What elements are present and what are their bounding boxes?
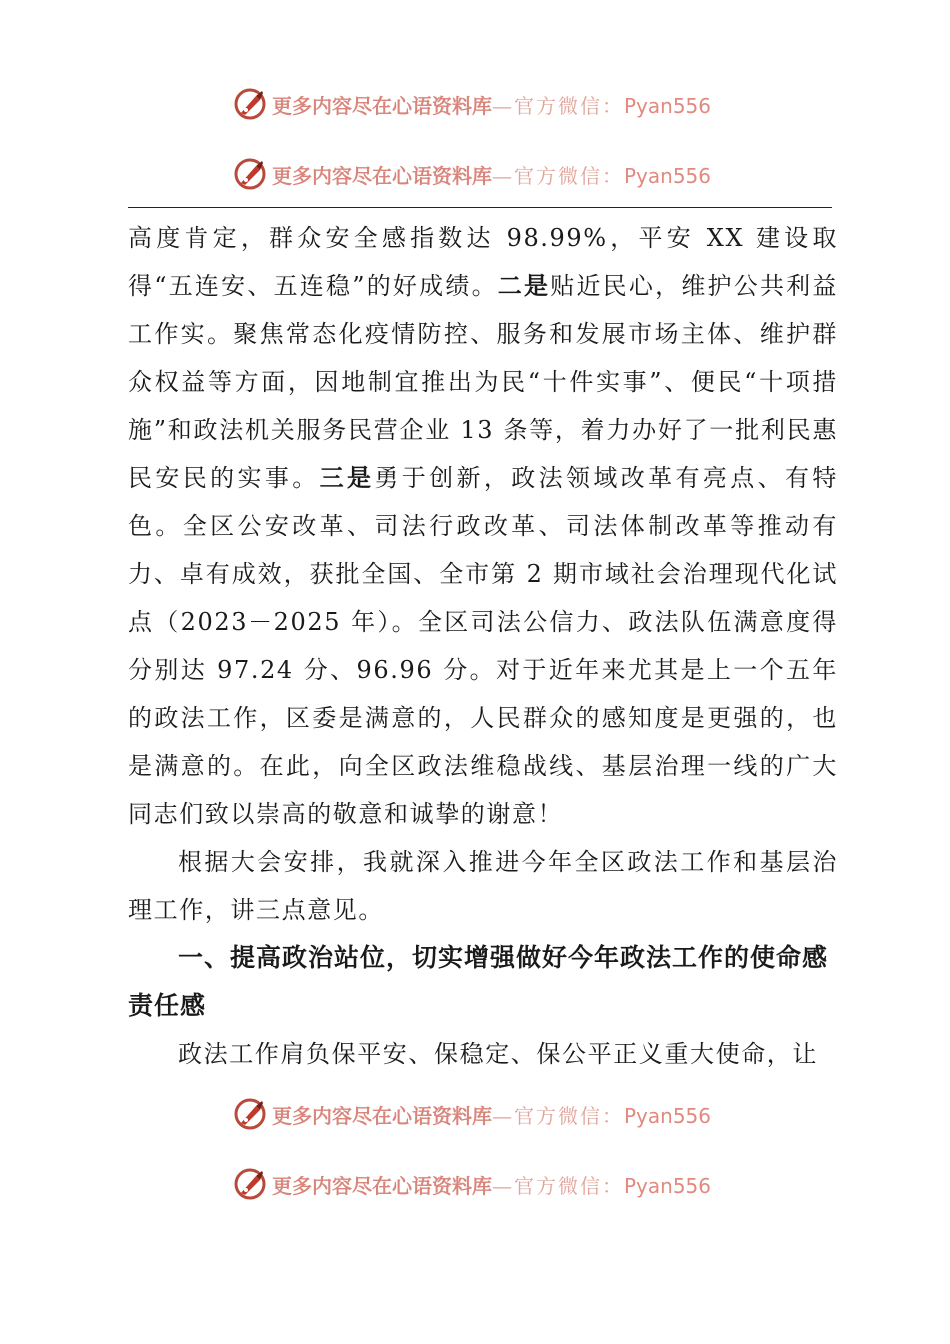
paragraph-3: 政法工作肩负保平安、保稳定、保公平正义重大使命，让 [178, 1040, 818, 1068]
watermark-bottom-1 [232, 1096, 752, 1132]
paragraph-1: 高度肯定，群众安全感指数达 98.99%，平安 XX 建设取得“五连安、五连稳”的好成绩。二是贴近民心，维护公共利益工作实。聚焦常态化疫情防控、服务和发展市场主体、维护群众权益等方面，因地制宜推出为民“十件实事”、便民“十项措施”和政法机关服务民营企业 13 条等，着力办好了一批利民惠民安民的实事。三是勇于创新，政法领域改革有亮点、有特色。全区公安改革、司法行政改革、司法体制改革等推动有力、卓有成效，获批全国、全市第 2 期市域社会治理现代化试点（2023－2025 年）。全区司法公信力、政法队伍满意度得分别达 97.24 分、96.96 分。对于近年来尤其是上一个五年的政法工作，区委是满意的，人民群众的感知度是更强的，也是满意的。在此，向全区政法维稳战线、基层治理一线的广大同志们致以崇高的敬意和诚挚的谢意！ [128, 224, 839, 828]
watermark-bottom-2 [232, 1166, 752, 1202]
watermark-text: 更多内容尽在心语资料库—官方微信：Pyan556 [272, 1103, 712, 1128]
watermark-text: 更多内容尽在心语资料库—官方微信：Pyan556 [272, 163, 712, 188]
pen-nib-icon [232, 1096, 268, 1132]
pen-nib-icon [232, 1166, 268, 1202]
point-label-two: 二是 [497, 271, 551, 300]
watermark-top-2 [232, 156, 752, 192]
pen-nib-icon [232, 156, 268, 192]
section-heading-1: 一、提高政治站位，切实增强做好今年政法工作的使命感责任感 [128, 943, 829, 1020]
paragraph-2: 根据大会安排，我就深入推进今年全区政法工作和基层治理工作，讲三点意见。 [128, 848, 838, 924]
header-rule [128, 207, 832, 208]
pen-nib-icon [232, 86, 268, 122]
document-body [128, 214, 838, 1078]
watermark-text: 更多内容尽在心语资料库—官方微信：Pyan556 [272, 1173, 712, 1198]
watermark-text: 更多内容尽在心语资料库—官方微信：Pyan556 [272, 93, 712, 118]
watermark-top-1 [232, 86, 752, 122]
point-label-three: 三是 [319, 463, 375, 492]
